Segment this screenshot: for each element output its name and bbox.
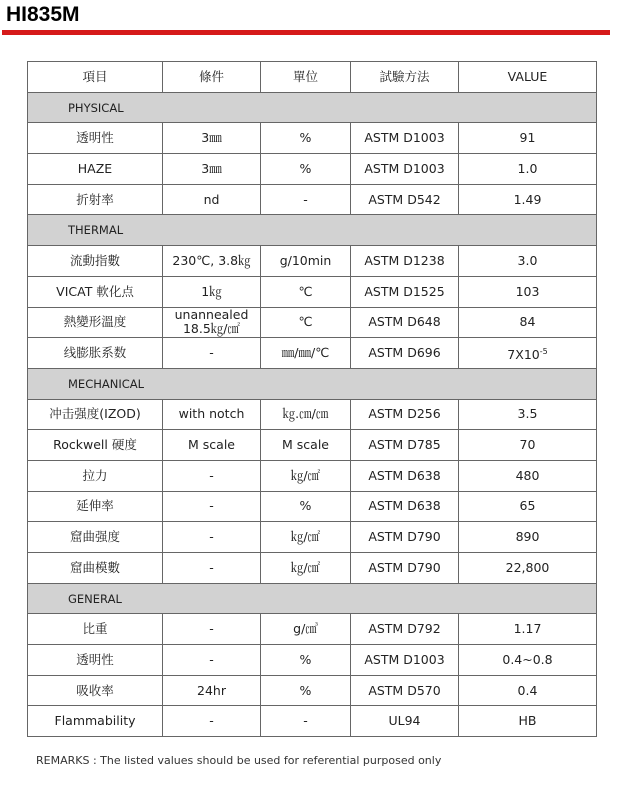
cell-method: ASTM D1525 — [351, 276, 459, 307]
cell-method: ASTM D1003 — [351, 645, 459, 676]
table-row — [28, 645, 597, 676]
section-label-physical: PHYSICAL — [28, 92, 597, 123]
cell-unit: % — [261, 645, 351, 676]
cell-condition: nd — [163, 184, 261, 215]
cell-unit: ℃ — [261, 276, 351, 307]
cell-method: ASTM D570 — [351, 675, 459, 706]
table-row — [28, 246, 597, 277]
cell-value: 3.5 — [459, 399, 597, 430]
cell-method: UL94 — [351, 706, 459, 737]
cell-condition: - — [163, 706, 261, 737]
table-header-row — [28, 62, 597, 93]
cell-method: ASTM D1238 — [351, 246, 459, 277]
condition-line: 18.5㎏/㎠ — [182, 321, 241, 337]
value-base: 7X10 — [507, 346, 540, 362]
header-condition: 條件 — [163, 62, 261, 93]
section-row-thermal — [28, 215, 597, 246]
section-row-general — [28, 583, 597, 614]
cell-condition: 24hr — [163, 675, 261, 706]
cell-item: Flammability — [28, 706, 163, 737]
cell-method: ASTM D785 — [351, 430, 459, 461]
cell-condition: - — [163, 645, 261, 676]
cell-value: 65 — [459, 491, 597, 522]
cell-item: 熱變形溫度 — [28, 307, 163, 338]
table-row — [28, 491, 597, 522]
cell-condition: - — [163, 553, 261, 584]
section-row-mechanical — [28, 368, 597, 399]
cell-unit: % — [261, 675, 351, 706]
cell-condition: with notch — [163, 399, 261, 430]
cell-item: 比重 — [28, 614, 163, 645]
table-row — [28, 154, 597, 185]
cell-method: ASTM D1003 — [351, 123, 459, 154]
cell-item: HAZE — [28, 154, 163, 185]
value-exponent: -5 — [539, 346, 548, 356]
spec-table — [27, 61, 597, 737]
header-unit: 單位 — [261, 62, 351, 93]
cell-value: HB — [459, 706, 597, 737]
cell-value: 84 — [459, 307, 597, 338]
cell-method: ASTM D256 — [351, 399, 459, 430]
cell-condition: M scale — [163, 430, 261, 461]
cell-condition: - — [163, 614, 261, 645]
table-row — [28, 460, 597, 491]
cell-item: 透明性 — [28, 645, 163, 676]
cell-unit: ㎏/㎠ — [261, 460, 351, 491]
cell-value: 91 — [459, 123, 597, 154]
header-item: 項目 — [28, 62, 163, 93]
table-row — [28, 338, 597, 369]
cell-value: 22,800 — [459, 553, 597, 584]
cell-item: Rockwell 硬度 — [28, 430, 163, 461]
cell-value: 3.0 — [459, 246, 597, 277]
cell-unit: % — [261, 123, 351, 154]
cell-item: 拉力 — [28, 460, 163, 491]
table-row — [28, 706, 597, 737]
cell-value: 1.17 — [459, 614, 597, 645]
cell-condition: - — [163, 460, 261, 491]
header-value: VALUE — [459, 62, 597, 93]
remarks-note: REMARKS : The listed values should be used for referential purposed only — [36, 754, 442, 767]
product-title: HI835M — [6, 3, 80, 26]
cell-condition: 230℃, 3.8㎏ — [163, 246, 261, 277]
table-row — [28, 614, 597, 645]
cell-unit: ℃ — [261, 307, 351, 338]
cell-unit: % — [261, 154, 351, 185]
cell-condition: 1㎏ — [163, 276, 261, 307]
cell-value: 70 — [459, 430, 597, 461]
cell-unit: M scale — [261, 430, 351, 461]
cell-method: ASTM D790 — [351, 553, 459, 584]
table-row — [28, 553, 597, 584]
cell-unit: - — [261, 706, 351, 737]
section-row-physical — [28, 92, 597, 123]
section-label-mechanical: MECHANICAL — [28, 368, 597, 399]
section-label-thermal: THERMAL — [28, 215, 597, 246]
cell-item: 窟曲模數 — [28, 553, 163, 584]
cell-unit: g/㎤ — [261, 614, 351, 645]
cell-value: 1.49 — [459, 184, 597, 215]
cell-unit: - — [261, 184, 351, 215]
table-row — [28, 276, 597, 307]
cell-unit: g/10min — [261, 246, 351, 277]
section-label-general: GENERAL — [28, 583, 597, 614]
table-row — [28, 123, 597, 154]
cell-method: ASTM D792 — [351, 614, 459, 645]
cell-unit: ㎏/㎠ — [261, 522, 351, 553]
cell-value: 890 — [459, 522, 597, 553]
cell-item: 折射率 — [28, 184, 163, 215]
cell-method: ASTM D648 — [351, 307, 459, 338]
cell-unit: % — [261, 491, 351, 522]
cell-item: 吸收率 — [28, 675, 163, 706]
cell-item: 延伸率 — [28, 491, 163, 522]
table-row — [28, 430, 597, 461]
cell-unit: ㎏/㎠ — [261, 553, 351, 584]
cell-condition: - — [163, 522, 261, 553]
cell-value: 480 — [459, 460, 597, 491]
cell-value: 0.4 — [459, 675, 597, 706]
header-test-method: 試驗方法 — [351, 62, 459, 93]
cell-value — [459, 338, 597, 369]
table-row — [28, 307, 597, 338]
cell-method: ASTM D638 — [351, 460, 459, 491]
table-row — [28, 675, 597, 706]
table-row — [28, 522, 597, 553]
cell-unit: ㎜/㎜/℃ — [261, 338, 351, 369]
cell-item: 冲击强度(IZOD) — [28, 399, 163, 430]
title-underline-bar — [2, 30, 610, 35]
cell-method: ASTM D542 — [351, 184, 459, 215]
cell-method: ASTM D638 — [351, 491, 459, 522]
cell-item: VICAT 軟化点 — [28, 276, 163, 307]
cell-item: 透明性 — [28, 123, 163, 154]
cell-item: 线膨胀系数 — [28, 338, 163, 369]
cell-condition: 3㎜ — [163, 123, 261, 154]
cell-condition: - — [163, 338, 261, 369]
cell-method: ASTM D1003 — [351, 154, 459, 185]
cell-value: 1.0 — [459, 154, 597, 185]
table-row — [28, 399, 597, 430]
cell-value: 0.4~0.8 — [459, 645, 597, 676]
condition-line: unannealed — [174, 307, 249, 323]
cell-unit: ㎏.㎝/㎝ — [261, 399, 351, 430]
cell-condition — [163, 307, 261, 338]
cell-method: ASTM D790 — [351, 522, 459, 553]
cell-condition: - — [163, 491, 261, 522]
cell-condition: 3㎜ — [163, 154, 261, 185]
cell-method: ASTM D696 — [351, 338, 459, 369]
cell-item: 窟曲强度 — [28, 522, 163, 553]
cell-value: 103 — [459, 276, 597, 307]
cell-item: 流動指數 — [28, 246, 163, 277]
table-row — [28, 184, 597, 215]
